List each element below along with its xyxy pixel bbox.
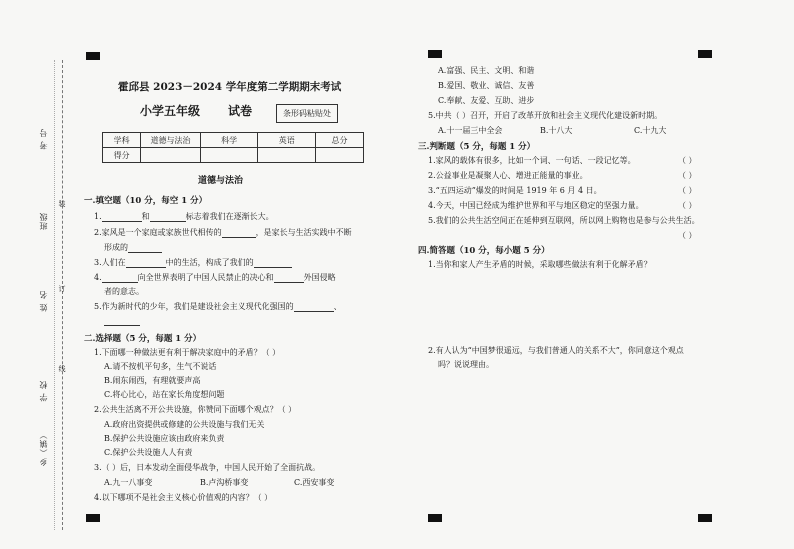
register-mark-top-right xyxy=(698,50,712,58)
judge-q2-paren[interactable]: （ ） xyxy=(678,171,697,180)
short-answer-q2: 2.有人认为“中国梦很遥远，与我们普通人的关系不大”，你同意这个观点 xyxy=(428,346,684,355)
section3-title: 三.判断题（5 分，每题 1 分） xyxy=(418,142,536,152)
score-cell: 得分 xyxy=(103,148,141,163)
score-cell[interactable] xyxy=(141,148,201,163)
register-mark-top-center xyxy=(428,50,442,58)
choice-q2-option-a[interactable]: A.政府出资提供或修建的公共设施与我们无关 xyxy=(104,420,265,429)
answer-blank[interactable] xyxy=(102,213,142,222)
short-answer-q1-area[interactable] xyxy=(428,276,718,338)
score-cell[interactable] xyxy=(200,148,258,163)
choice-q3-option-b[interactable]: B.卢沟桥事变 xyxy=(200,478,249,487)
fill-q4-text: 向全世界表明了中国人民禁止的决心和 xyxy=(137,273,274,282)
judge-q5-paren[interactable]: （ ） xyxy=(678,231,697,240)
fill-q2-cont xyxy=(104,243,162,253)
fill-q1-text: 标志着我们在逐渐长大。 xyxy=(185,212,274,221)
judge-q4: 4.今天，中国已经成为维护世界和平与地区稳定的坚强力量。 xyxy=(428,201,644,210)
fill-q2-text: 2.家风是一个家庭或家族世代相传的 xyxy=(94,228,222,237)
choice-q4-option-b[interactable]: B.爱国、敬业、诚信、友善 xyxy=(438,81,535,90)
score-table xyxy=(102,132,364,163)
short-answer-q1: 1.当你和家人产生矛盾的时候，采取哪些做法有利于化解矛盾？ xyxy=(428,260,652,269)
answer-blank[interactable] xyxy=(222,229,256,238)
fill-q5-cont xyxy=(104,316,140,326)
score-cell[interactable] xyxy=(258,148,316,163)
judge-q3: 3.“五四运动”爆发的时间是 1919 年 6 月 4 日。 xyxy=(428,186,602,195)
seal-char-3: 线 xyxy=(58,365,66,372)
barcode-box: 条形码粘贴处 xyxy=(276,104,338,123)
score-table-score-row xyxy=(103,148,364,163)
fill-q2-text: ，是家长与生活实践中不断 xyxy=(255,228,352,237)
judge-q4-paren[interactable]: （ ） xyxy=(678,201,697,210)
choice-q2-option-c[interactable]: C.保护公共设施人人有责 xyxy=(104,448,193,457)
judge-q3-paren[interactable]: （ ） xyxy=(678,186,697,195)
fill-q5-text: 5.作为新时代的少年，我们是建设社会主义现代化强国的 xyxy=(94,302,294,311)
register-mark-bottom-left xyxy=(86,514,100,522)
choice-q1: 1.下面哪一种做法更有利于解决家庭中的矛盾？（ ） xyxy=(94,348,281,357)
choice-q4: 4.以下哪项不是社会主义核心价值观的内容？（ ） xyxy=(94,493,273,502)
fill-q1-text: 和 xyxy=(141,212,150,221)
judge-q1: 1.家风的载体有很多，比如一个词、一句话、一段记忆等。 xyxy=(428,156,636,165)
binding-dashed-line xyxy=(62,60,63,530)
section1-title: 一.填空题（10 分，每空 1 分） xyxy=(84,196,208,206)
register-mark-top-left xyxy=(86,52,100,60)
score-cell: 总分 xyxy=(316,133,364,148)
fill-q4-text: 者的意志。 xyxy=(104,287,144,296)
paper-label: 试卷 xyxy=(228,104,253,118)
choice-q5-option-b[interactable]: B.十八大 xyxy=(540,126,573,135)
register-mark-bottom-center xyxy=(428,514,442,522)
fill-q2-text: 形成的 xyxy=(104,243,128,252)
answer-blank[interactable] xyxy=(150,213,186,222)
name-label: 姓 名 xyxy=(39,290,48,312)
short-answer-q2-cont: 吗？说说理由。 xyxy=(438,360,494,369)
score-cell: 科学 xyxy=(200,133,258,148)
fill-q1-text: 1. xyxy=(94,212,102,221)
exam-number-label: 考 号 xyxy=(39,128,48,150)
fill-q3-text: 3.人们在 xyxy=(94,258,126,267)
choice-q5-option-a[interactable]: A.十一届三中全会 xyxy=(438,126,503,135)
score-table-header-row xyxy=(103,133,364,148)
choice-q1-option-b[interactable]: B.闹东闹西，有理就要声高 xyxy=(104,376,201,385)
exam-title: 霍邱县 2023－2024 学年度第二学期期末考试 xyxy=(118,81,342,93)
answer-blank[interactable] xyxy=(294,303,334,312)
fill-q3-text: 中的生活，构成了我们的 xyxy=(165,258,254,267)
seal-char-1: 装 xyxy=(58,200,66,207)
answer-blank[interactable] xyxy=(274,274,304,283)
answer-blank[interactable] xyxy=(104,317,140,326)
class-label: 班级 xyxy=(39,212,48,230)
answer-blank[interactable] xyxy=(254,259,292,268)
judge-q2: 2.公益事业是凝聚人心、增进正能量的事业。 xyxy=(428,171,588,180)
fill-q2 xyxy=(94,228,352,238)
judge-q1-paren[interactable]: （ ） xyxy=(678,156,697,165)
school-label: 学 校 xyxy=(39,380,48,402)
choice-q4-option-c[interactable]: C.奉献、友爱、互助、进步 xyxy=(438,96,535,105)
fill-q5 xyxy=(94,302,342,312)
grade-label: 小学五年级 xyxy=(140,104,201,118)
score-cell[interactable] xyxy=(316,148,364,163)
score-cell: 道德与法治 xyxy=(141,133,201,148)
seal-char-2: 订 xyxy=(58,285,66,292)
fill-q4-text: 外国侵略 xyxy=(303,273,336,282)
choice-q3-option-c[interactable]: C.西安事变 xyxy=(294,478,335,487)
answer-blank[interactable] xyxy=(126,259,166,268)
choice-q2-option-b[interactable]: B.保护公共设施应该由政府来负责 xyxy=(104,434,225,443)
binding-dotted-line xyxy=(54,60,55,530)
fill-q4-cont xyxy=(104,287,144,297)
score-cell: 学科 xyxy=(103,133,141,148)
choice-q3-option-a[interactable]: A.九一八事变 xyxy=(104,478,153,487)
township-label: 乡（镇） xyxy=(39,430,48,466)
choice-q2: 2.公共生活离不开公共设施，你赞同下面哪个观点？（ ） xyxy=(94,405,297,414)
choice-q1-option-c[interactable]: C.将心比心，站在家长角度想问题 xyxy=(104,390,225,399)
binding-strip xyxy=(0,0,80,549)
choice-q1-option-a[interactable]: A.请不按机平句多，生气不说话 xyxy=(104,362,217,371)
fill-q4-text: 4. xyxy=(94,273,102,282)
section4-title: 四.简答题（10 分，每小题 5 分） xyxy=(418,246,550,256)
fill-q1 xyxy=(94,212,274,222)
fill-q3 xyxy=(94,258,292,268)
answer-blank[interactable] xyxy=(128,244,162,253)
short-answer-q2-area[interactable] xyxy=(428,376,718,506)
choice-q4-option-a[interactable]: A.富强、民主、文明、和谐 xyxy=(438,66,535,75)
fill-q5-text: 、 xyxy=(333,302,342,311)
subject-title: 道德与法治 xyxy=(198,176,244,186)
choice-q3: 3.（ ）后，日本发动全面侵华战争，中国人民开始了全面抗战。 xyxy=(94,463,321,472)
choice-q5: 5.中共（ ）召开，开启了改革开放和社会主义现代化建设新时期。 xyxy=(428,111,663,120)
judge-q5: 5.我们的公共生活空间正在延伸到互联网，所以网上购物也是参与公共生活。 xyxy=(428,216,700,225)
register-mark-bottom-right xyxy=(698,514,712,522)
section2-title: 二.选择题（5 分，每题 1 分） xyxy=(84,334,202,344)
score-cell: 英语 xyxy=(258,133,316,148)
choice-q5-option-c[interactable]: C.十九大 xyxy=(634,126,667,135)
fill-q4 xyxy=(94,273,336,283)
answer-blank[interactable] xyxy=(102,274,138,283)
